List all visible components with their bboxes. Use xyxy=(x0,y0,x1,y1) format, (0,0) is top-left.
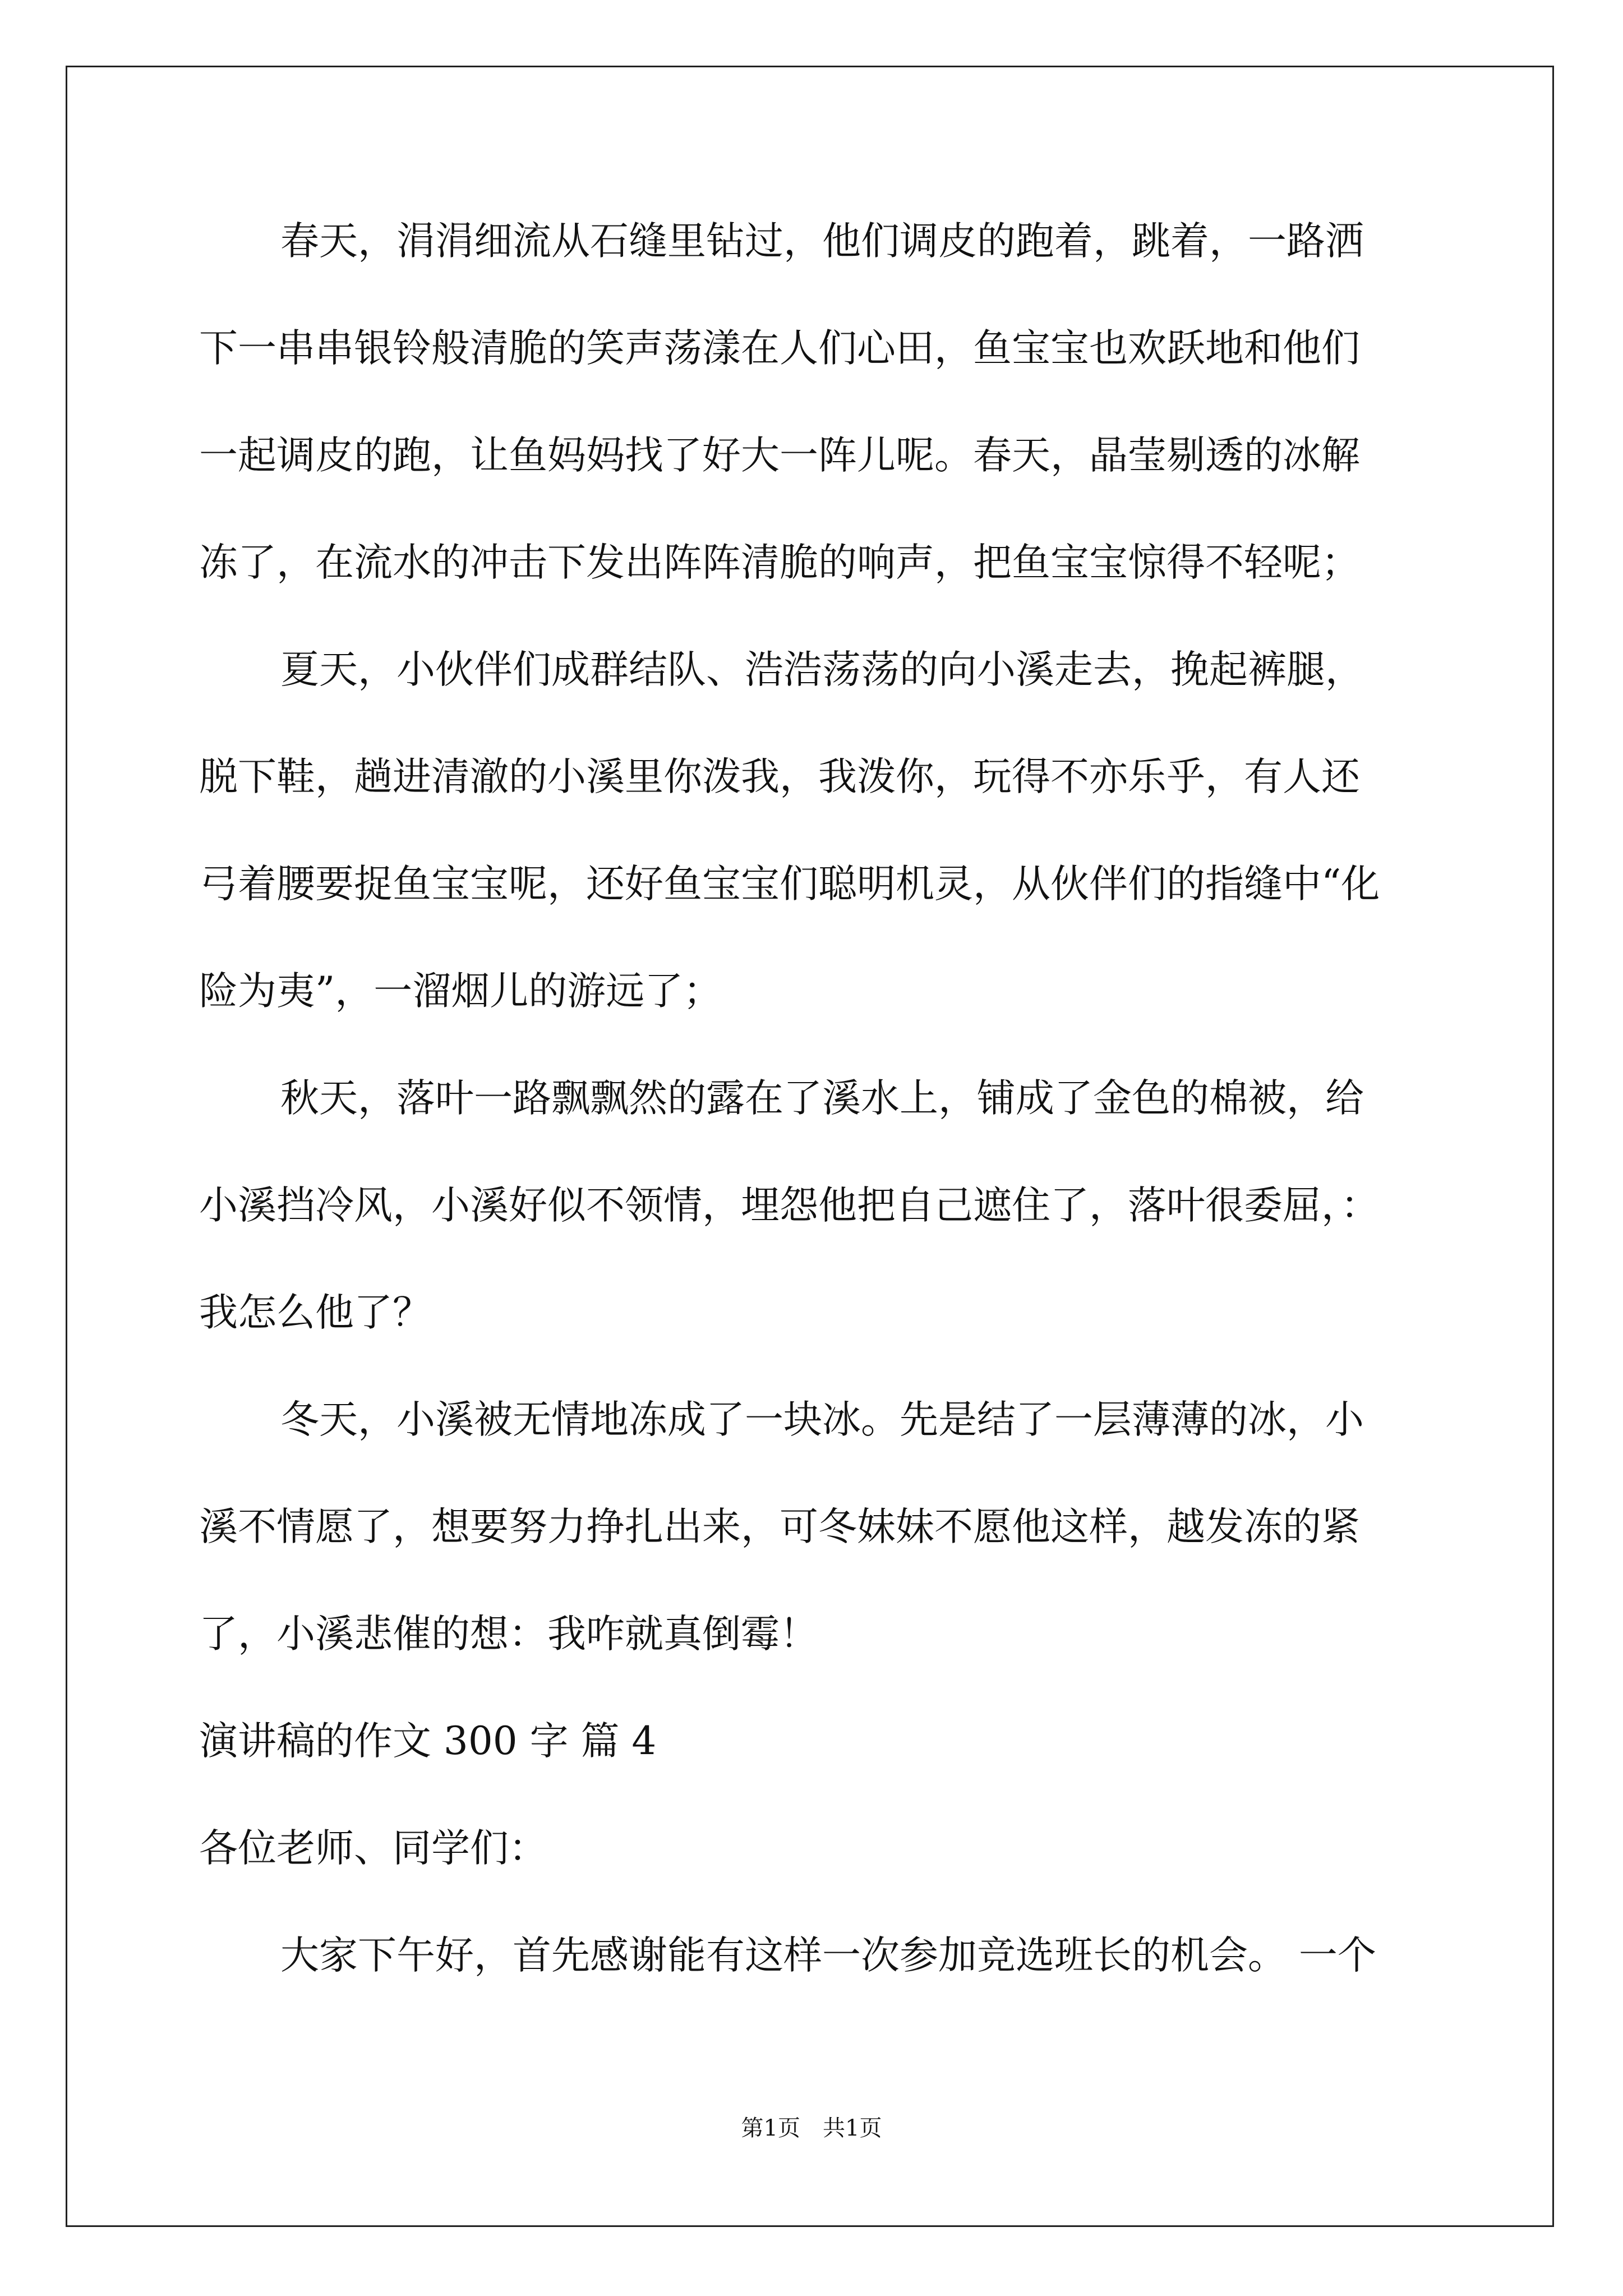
text-line: 险为夷”，一溜烟儿的游远了； xyxy=(199,969,722,1014)
salutation: 各位老师、同学们： xyxy=(199,1826,547,1871)
text-line: 夏天，小伙伴们成群结队、浩浩荡荡的向小溪走去，挽起裤腿， xyxy=(280,647,1364,692)
text-line: 春天，涓涓细流从石缝里钻过，他们调皮的跑着，跳着，一路洒 xyxy=(280,219,1364,264)
text-line: 我怎么他了？ xyxy=(199,1290,431,1335)
text-line: 下一串串银铃般清脆的笑声荡漾在人们心田，鱼宝宝也欢跃地和他们 xyxy=(199,326,1360,371)
text-line: 小溪挡冷风，小溪好似不领情，埋怨他把自己遮住了，落叶很委屈，： xyxy=(199,1183,1380,1228)
text-line: 溪不情愿了，想要努力挣扎出来，可冬妹妹不愿他这样，越发冻的紧 xyxy=(199,1504,1360,1549)
text-line: 冬天，小溪被无情地冻成了一块冰。先是结了一层薄薄的冰，小 xyxy=(280,1397,1364,1442)
text-line: 大家下午好，首先感谢能有这样一次参加竞选班长的机会。 一个 xyxy=(280,1933,1376,1978)
document-body xyxy=(199,213,1424,2035)
page-number: 第1页 xyxy=(741,2115,800,2141)
section-heading: 演讲稿的作文 300 字 篇 4 xyxy=(199,1719,657,1764)
page-total: 共1页 xyxy=(823,2115,882,2141)
text-line: 脱下鞋，趟进清澈的小溪里你泼我，我泼你，玩得不亦乐乎，有人还 xyxy=(199,754,1360,799)
text-line: 了，小溪悲催的想：我咋就真倒霉！ xyxy=(199,1612,818,1657)
text-line: 冻了，在流水的冲击下发出阵阵清脆的响声，把鱼宝宝惊得不轻呢； xyxy=(199,540,1360,585)
text-line: 秋天，落叶一路飘飘然的露在了溪水上，铺成了金色的棉被，给 xyxy=(280,1076,1364,1121)
page-footer xyxy=(0,2110,1623,2142)
text-line: 一起调皮的跑，让鱼妈妈找了好大一阵儿呢。春天，晶莹剔透的冰解 xyxy=(199,433,1360,478)
text-line: 弓着腰要捉鱼宝宝呢，还好鱼宝宝们聪明机灵，从伙伴们的指缝中“化 xyxy=(199,862,1380,907)
